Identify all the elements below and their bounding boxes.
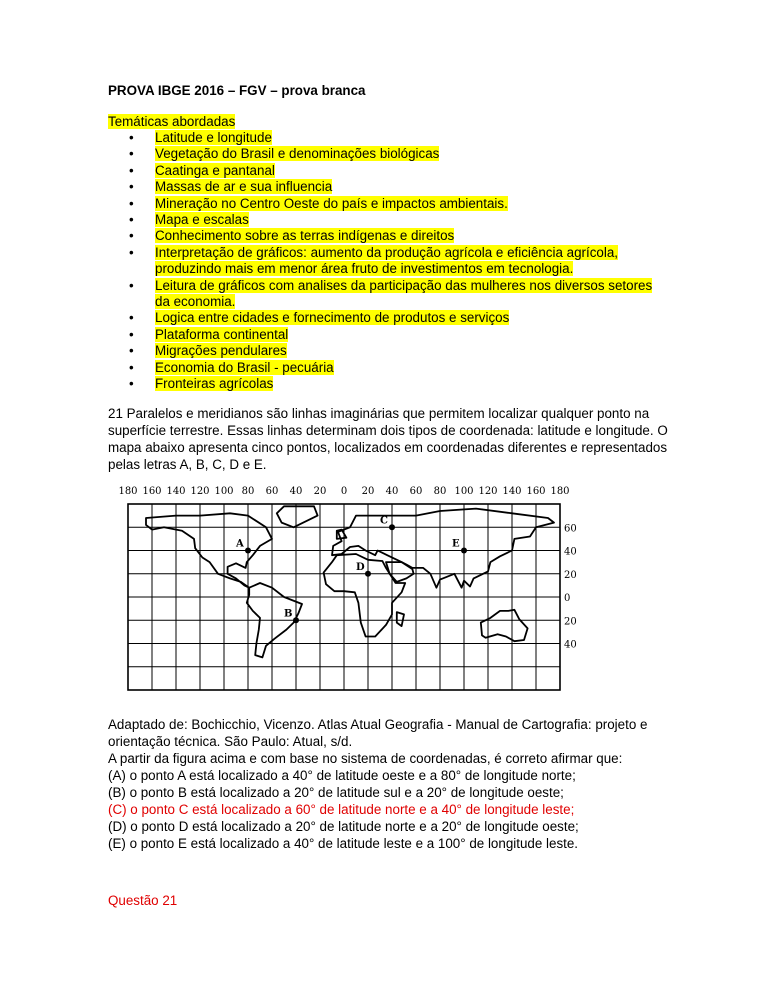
point-label: D xyxy=(356,561,365,573)
map-source: Adaptado de: Bochicchio, Vicenzo. Atlas Atual Geografia - Manual de Cartografia: projeto e orientação técnica. São Paulo: Atual, s/d. xyxy=(108,717,648,749)
bullet-icon: • xyxy=(129,359,134,375)
option: (D) o ponto D está localizado a 20° de latitude norte e a 20° de longitude oeste; xyxy=(108,819,579,834)
option: (A) o ponto A está localizado a 40° de latitude oeste e a 80° de longitude norte; xyxy=(108,768,576,783)
topic-text: Leitura de gráficos com analises da participação das mulheres nos diversos setores da economia. xyxy=(155,277,653,310)
continent-outline xyxy=(397,612,404,626)
point-marker xyxy=(365,571,371,577)
topics-list xyxy=(108,130,668,393)
bullet-icon: • xyxy=(129,326,134,342)
bullet-icon: • xyxy=(129,179,134,195)
topic-item xyxy=(108,179,668,195)
latitude-label: 40 xyxy=(564,546,577,558)
topic-text: Fronteiras agrícolas xyxy=(155,376,274,392)
topic-item xyxy=(108,376,668,392)
topic-text: Plataforma continental xyxy=(155,326,289,342)
topic-text: Latitude e longitude xyxy=(155,130,272,145)
option: (B) o ponto B está localizado a 20° de latitude sul e a 20° de longitude oeste; xyxy=(108,785,564,800)
longitude-label: 180 xyxy=(550,486,570,497)
document-title: PROVA IBGE 2016 – FGV – prova branca xyxy=(108,83,366,98)
question-prompt: A partir da figura acima e com base no sistema de coordenadas, é correto afirmar que: xyxy=(108,751,623,766)
option-correct: (C) o ponto C está localizado a 60° de latitude norte e a 40° de longitude leste; xyxy=(108,802,575,817)
question-block xyxy=(108,716,668,852)
world-map xyxy=(108,482,586,702)
latitude-label: 60 xyxy=(564,523,577,535)
topic-text: Massas de ar e sua influencia xyxy=(155,179,333,195)
topic-text: Mapa e escalas xyxy=(155,212,249,228)
latitude-label: 20 xyxy=(564,616,577,628)
longitude-label: 180 xyxy=(118,486,138,497)
topic-text: Mineração no Centro Oeste do país e impactos ambientais. xyxy=(155,195,508,211)
longitude-label: 120 xyxy=(478,486,498,497)
bullet-icon: • xyxy=(129,228,134,244)
longitude-label: 20 xyxy=(361,486,375,497)
longitude-label: 40 xyxy=(385,486,399,497)
bullet-icon: • xyxy=(129,343,134,359)
bullet-icon: • xyxy=(129,376,134,392)
latitude-label: 0 xyxy=(564,593,571,604)
bullet-icon: • xyxy=(129,195,134,211)
topic-text: Economia do Brasil - pecuária xyxy=(155,359,334,375)
point-marker xyxy=(245,548,251,554)
longitude-label: 140 xyxy=(502,486,522,497)
topics-heading: Temáticas abordadas xyxy=(108,114,236,129)
topic-item xyxy=(108,343,668,359)
topic-item xyxy=(108,130,668,146)
topic-item xyxy=(108,278,668,311)
longitude-label: 80 xyxy=(433,486,447,497)
options-list xyxy=(108,767,668,852)
longitude-label: 60 xyxy=(409,486,423,497)
bullet-icon: • xyxy=(129,244,134,260)
bullet-icon: • xyxy=(129,146,134,162)
topic-text: Interpretação de gráficos: aumento da produção agrícola e eficiência agrícola, produzindo mais em menor área fruto de investimentos em tecnologia. xyxy=(155,244,619,277)
bullet-icon: • xyxy=(129,212,134,228)
point-label: E xyxy=(452,538,460,550)
longitude-label: 20 xyxy=(313,486,327,497)
topic-text: Logica entre cidades e fornecimento de produtos e serviços xyxy=(155,310,510,326)
topic-text: Vegetação do Brasil e denominações biológicas xyxy=(155,146,440,162)
topic-text: Migrações pendulares xyxy=(155,343,287,359)
topic-item xyxy=(108,146,668,162)
topic-item xyxy=(108,196,668,212)
bullet-icon: • xyxy=(129,310,134,326)
topic-item xyxy=(108,327,668,343)
longitude-label: 100 xyxy=(454,486,474,497)
topic-item xyxy=(108,228,668,244)
latitude-label: 20 xyxy=(564,569,577,581)
longitude-label: 140 xyxy=(166,486,186,497)
document-body xyxy=(108,82,668,473)
longitude-label: 120 xyxy=(190,486,210,497)
point-marker xyxy=(389,524,395,530)
bullet-icon: • xyxy=(129,130,134,145)
option: (E) o ponto E está localizado a 40° de latitude leste e a 100° de longitude leste. xyxy=(108,836,579,851)
longitude-label: 80 xyxy=(241,486,255,497)
longitude-label: 160 xyxy=(526,486,546,497)
world-map-figure xyxy=(108,482,586,702)
topic-item xyxy=(108,245,668,278)
latitude-label: 40 xyxy=(564,639,577,651)
bullet-icon: • xyxy=(129,162,134,178)
topic-text: Caatinga e pantanal xyxy=(155,162,275,178)
topic-text: Conhecimento sobre as terras indígenas e direitos xyxy=(155,228,455,244)
longitude-label: 40 xyxy=(289,486,303,497)
topic-item xyxy=(108,163,668,179)
topic-item xyxy=(108,212,668,228)
continent-outline xyxy=(332,509,554,588)
point-label: B xyxy=(284,608,293,620)
bullet-icon: • xyxy=(129,277,134,293)
point-label: C xyxy=(380,515,388,527)
topic-item xyxy=(108,310,668,326)
continent-outline xyxy=(277,506,318,527)
longitude-label: 100 xyxy=(214,486,234,497)
point-label: A xyxy=(236,538,244,550)
continent-outline xyxy=(386,562,414,582)
point-marker xyxy=(461,548,467,554)
topic-item xyxy=(108,360,668,376)
question-text: 21 Paralelos e meridianos são linhas imaginárias que permitem localizar qualquer ponto na superfície terrestre. Essas linhas determinam dois tipos de coordenada: latitude e longitude. O mapa abaixo apresenta cinco pontos, localizados em coordenadas diferentes e representados pelas letras A, B, C, D e E. xyxy=(108,405,668,472)
question-number-label: Questão 21 xyxy=(108,893,178,908)
longitude-label: 160 xyxy=(142,486,162,497)
point-marker xyxy=(293,617,299,623)
longitude-label: 0 xyxy=(340,486,348,497)
longitude-label: 60 xyxy=(265,486,279,497)
